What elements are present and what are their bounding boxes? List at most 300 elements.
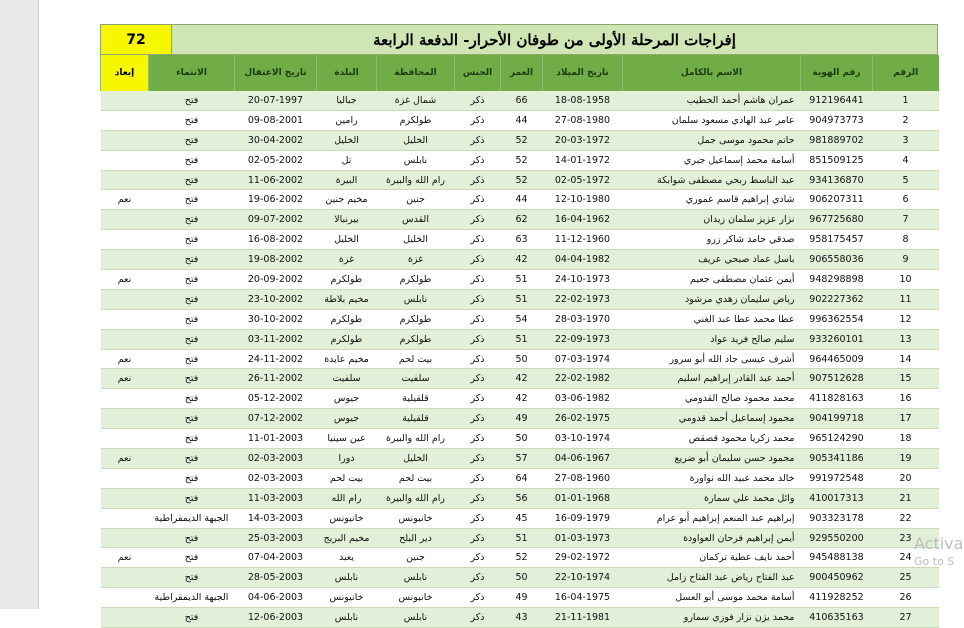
cell-affiliation[interactable]: فتح — [149, 309, 235, 329]
cell-governorate[interactable]: نابلس — [377, 608, 455, 628]
batch-count-cell[interactable]: 72 — [101, 25, 171, 54]
cell-arrest-date[interactable]: 23-10-2002 — [235, 289, 317, 309]
cell-gender[interactable]: ذكر — [455, 130, 501, 150]
cell-gender[interactable]: ذكر — [455, 349, 501, 369]
table-row[interactable] — [101, 250, 939, 270]
cell-age[interactable]: 44 — [501, 110, 543, 130]
cell-gender[interactable]: ذكر — [455, 289, 501, 309]
cell-full-name[interactable]: أيمن عثمان مصطفى جعيم — [623, 270, 801, 290]
cell-seq[interactable]: 23 — [873, 528, 939, 548]
table-row[interactable] — [101, 210, 939, 230]
cell-seq[interactable]: 24 — [873, 548, 939, 568]
cell-affiliation[interactable]: فتح — [149, 329, 235, 349]
cell-governorate[interactable]: سلفيت — [377, 369, 455, 389]
table-row[interactable] — [101, 91, 939, 110]
column-header-governorate[interactable]: المحافظة — [377, 55, 455, 91]
cell-full-name[interactable]: حاتم محمود موسى جمل — [623, 130, 801, 150]
cell-full-name[interactable]: محمد زكريا محمود قصقص — [623, 429, 801, 449]
cell-arrest-date[interactable]: 24-11-2002 — [235, 349, 317, 369]
cell-arrest-date[interactable]: 11-03-2003 — [235, 488, 317, 508]
cell-full-name[interactable]: عبد الباسط ربحي مصطفى شوابكة — [623, 170, 801, 190]
cell-governorate[interactable]: طولكرم — [377, 110, 455, 130]
cell-town[interactable]: طولكرم — [317, 329, 377, 349]
cell-governorate[interactable]: رام الله والبيرة — [377, 488, 455, 508]
cell-full-name[interactable]: أشرف عيسى جاد الله أبو سرور — [623, 349, 801, 369]
cell-birth-date[interactable]: 16-04-1975 — [543, 588, 623, 608]
cell-deportation[interactable] — [101, 468, 149, 488]
cell-full-name[interactable]: رياض سليمان زهدي مرشود — [623, 289, 801, 309]
cell-seq[interactable]: 14 — [873, 349, 939, 369]
table-row[interactable] — [101, 508, 939, 528]
cell-birth-date[interactable]: 03-06-1982 — [543, 389, 623, 409]
cell-id-number[interactable]: 965124290 — [801, 429, 873, 449]
sheet-title[interactable]: إفراجات المرحلة الأولى من طوفان الأحرار- الدفعة الرابعة — [171, 25, 937, 54]
column-header-age[interactable]: العمر — [501, 55, 543, 91]
cell-seq[interactable]: 22 — [873, 508, 939, 528]
cell-gender[interactable]: ذكر — [455, 468, 501, 488]
cell-governorate[interactable]: قلقيلية — [377, 389, 455, 409]
cell-arrest-date[interactable]: 28-05-2003 — [235, 568, 317, 588]
cell-governorate[interactable]: القدس — [377, 210, 455, 230]
cell-town[interactable]: مخيم البريج — [317, 528, 377, 548]
cell-birth-date[interactable]: 21-11-1981 — [543, 608, 623, 628]
cell-deportation[interactable] — [101, 289, 149, 309]
cell-id-number[interactable]: 981889702 — [801, 130, 873, 150]
cell-town[interactable]: عين سينيا — [317, 429, 377, 449]
cell-id-number[interactable]: 933260101 — [801, 329, 873, 349]
cell-town[interactable]: رام الله — [317, 488, 377, 508]
cell-arrest-date[interactable]: 26-11-2002 — [235, 369, 317, 389]
cell-affiliation[interactable]: الجبهة الديمقراطية — [149, 588, 235, 608]
cell-arrest-date[interactable]: 30-04-2002 — [235, 130, 317, 150]
cell-full-name[interactable]: خالد محمد عبيد الله نواورة — [623, 468, 801, 488]
cell-deportation[interactable] — [101, 329, 149, 349]
cell-age[interactable]: 52 — [501, 170, 543, 190]
cell-town[interactable]: سلفيت — [317, 369, 377, 389]
cell-gender[interactable]: ذكر — [455, 588, 501, 608]
table-row[interactable] — [101, 230, 939, 250]
cell-id-number[interactable]: 912196441 — [801, 91, 873, 110]
cell-birth-date[interactable]: 27-08-1980 — [543, 110, 623, 130]
table-row[interactable] — [101, 329, 939, 349]
cell-gender[interactable]: ذكر — [455, 429, 501, 449]
cell-full-name[interactable]: نزار عزيز سلمان زيدان — [623, 210, 801, 230]
cell-governorate[interactable]: طولكرم — [377, 329, 455, 349]
cell-full-name[interactable]: أسامة محمد موسى أبو العسل — [623, 588, 801, 608]
cell-arrest-date[interactable]: 09-08-2001 — [235, 110, 317, 130]
cell-governorate[interactable]: غزة — [377, 250, 455, 270]
cell-seq[interactable]: 15 — [873, 369, 939, 389]
cell-gender[interactable]: ذكر — [455, 210, 501, 230]
cell-age[interactable]: 51 — [501, 289, 543, 309]
cell-deportation[interactable] — [101, 250, 149, 270]
cell-seq[interactable]: 21 — [873, 488, 939, 508]
cell-gender[interactable]: ذكر — [455, 329, 501, 349]
cell-seq[interactable]: 6 — [873, 190, 939, 210]
cell-gender[interactable]: ذكر — [455, 409, 501, 429]
cell-seq[interactable]: 8 — [873, 230, 939, 250]
cell-deportation[interactable] — [101, 429, 149, 449]
cell-deportation[interactable] — [101, 130, 149, 150]
cell-governorate[interactable]: رام الله والبيرة — [377, 429, 455, 449]
cell-seq[interactable]: 16 — [873, 389, 939, 409]
cell-affiliation[interactable]: فتح — [149, 170, 235, 190]
cell-age[interactable]: 66 — [501, 91, 543, 110]
cell-gender[interactable]: ذكر — [455, 528, 501, 548]
cell-birth-date[interactable]: 16-04-1962 — [543, 210, 623, 230]
table-row[interactable] — [101, 389, 939, 409]
cell-governorate[interactable]: قلقيلية — [377, 409, 455, 429]
cell-arrest-date[interactable]: 02-03-2003 — [235, 468, 317, 488]
cell-affiliation[interactable]: فتح — [149, 568, 235, 588]
cell-affiliation[interactable]: فتح — [149, 250, 235, 270]
cell-deportation[interactable]: نعم — [101, 190, 149, 210]
cell-governorate[interactable]: دير البلح — [377, 528, 455, 548]
cell-gender[interactable]: ذكر — [455, 508, 501, 528]
cell-birth-date[interactable]: 24-10-1973 — [543, 270, 623, 290]
cell-gender[interactable]: ذكر — [455, 170, 501, 190]
cell-full-name[interactable]: محمد يزن نزار فوزي سمارو — [623, 608, 801, 628]
cell-id-number[interactable]: 945488138 — [801, 548, 873, 568]
cell-age[interactable]: 51 — [501, 528, 543, 548]
cell-town[interactable]: نابلس — [317, 568, 377, 588]
cell-seq[interactable]: 19 — [873, 449, 939, 469]
cell-birth-date[interactable]: 01-03-1973 — [543, 528, 623, 548]
cell-id-number[interactable]: 903323178 — [801, 508, 873, 528]
cell-id-number[interactable]: 900450962 — [801, 568, 873, 588]
cell-full-name[interactable]: وائل محمد علي سمارة — [623, 488, 801, 508]
cell-town[interactable]: طولكرم — [317, 270, 377, 290]
cell-governorate[interactable]: الخليل — [377, 130, 455, 150]
cell-seq[interactable]: 9 — [873, 250, 939, 270]
cell-affiliation[interactable]: فتح — [149, 468, 235, 488]
cell-seq[interactable]: 27 — [873, 608, 939, 628]
cell-deportation[interactable] — [101, 488, 149, 508]
column-header-arrest-date[interactable]: تاريخ الاعتقال — [235, 55, 317, 91]
cell-deportation[interactable] — [101, 110, 149, 130]
cell-town[interactable]: جباليا — [317, 91, 377, 110]
cell-affiliation[interactable]: فتح — [149, 270, 235, 290]
cell-governorate[interactable]: الخليل — [377, 230, 455, 250]
cell-full-name[interactable]: أسامة محمد إسماعيل جبري — [623, 150, 801, 170]
cell-birth-date[interactable]: 22-09-1973 — [543, 329, 623, 349]
cell-age[interactable]: 42 — [501, 250, 543, 270]
cell-gender[interactable]: ذكر — [455, 369, 501, 389]
cell-town[interactable]: البيرة — [317, 170, 377, 190]
cell-age[interactable]: 52 — [501, 130, 543, 150]
table-row[interactable] — [101, 429, 939, 449]
cell-id-number[interactable]: 996362554 — [801, 309, 873, 329]
cell-age[interactable]: 42 — [501, 369, 543, 389]
cell-deportation[interactable] — [101, 508, 149, 528]
cell-full-name[interactable]: إبراهيم عبد المنعم إبراهيم أبو عرام — [623, 508, 801, 528]
column-header-affiliation[interactable]: الانتماء — [149, 55, 235, 91]
cell-age[interactable]: 50 — [501, 568, 543, 588]
cell-deportation[interactable]: نعم — [101, 369, 149, 389]
cell-deportation[interactable] — [101, 528, 149, 548]
cell-seq[interactable]: 1 — [873, 91, 939, 110]
cell-affiliation[interactable]: فتح — [149, 449, 235, 469]
cell-full-name[interactable]: محمود إسماعيل أحمد قدومي — [623, 409, 801, 429]
cell-age[interactable]: 45 — [501, 508, 543, 528]
cell-age[interactable]: 51 — [501, 270, 543, 290]
cell-affiliation[interactable]: فتح — [149, 528, 235, 548]
cell-full-name[interactable]: أحمد عبد القادر إبراهيم اسليم — [623, 369, 801, 389]
cell-affiliation[interactable]: فتح — [149, 289, 235, 309]
cell-governorate[interactable]: بيت لحم — [377, 349, 455, 369]
cell-id-number[interactable]: 907512628 — [801, 369, 873, 389]
cell-birth-date[interactable]: 20-03-1972 — [543, 130, 623, 150]
cell-governorate[interactable]: جنين — [377, 548, 455, 568]
cell-arrest-date[interactable]: 25-03-2003 — [235, 528, 317, 548]
cell-affiliation[interactable]: فتح — [149, 150, 235, 170]
cell-affiliation[interactable]: فتح — [149, 389, 235, 409]
cell-governorate[interactable]: طولكرم — [377, 309, 455, 329]
cell-gender[interactable]: ذكر — [455, 488, 501, 508]
cell-seq[interactable]: 18 — [873, 429, 939, 449]
cell-birth-date[interactable]: 27-08-1960 — [543, 468, 623, 488]
cell-governorate[interactable]: شمال غزة — [377, 91, 455, 110]
cell-full-name[interactable]: عطا محمد عطا عبد الغني — [623, 309, 801, 329]
column-header-full-name[interactable]: الاسم بالكامل — [623, 55, 801, 91]
cell-gender[interactable]: ذكر — [455, 548, 501, 568]
cell-age[interactable]: 63 — [501, 230, 543, 250]
cell-deportation[interactable] — [101, 230, 149, 250]
cell-id-number[interactable]: 964465009 — [801, 349, 873, 369]
cell-affiliation[interactable]: فتح — [149, 130, 235, 150]
cell-arrest-date[interactable]: 12-06-2003 — [235, 608, 317, 628]
cell-town[interactable]: رامين — [317, 110, 377, 130]
cell-town[interactable]: مخيم عايدة — [317, 349, 377, 369]
cell-seq[interactable]: 3 — [873, 130, 939, 150]
cell-deportation[interactable]: نعم — [101, 270, 149, 290]
cell-id-number[interactable]: 991972548 — [801, 468, 873, 488]
table-row[interactable] — [101, 568, 939, 588]
cell-seq[interactable]: 12 — [873, 309, 939, 329]
cell-birth-date[interactable]: 29-02-1972 — [543, 548, 623, 568]
cell-affiliation[interactable]: فتح — [149, 488, 235, 508]
cell-deportation[interactable] — [101, 309, 149, 329]
cell-affiliation[interactable]: الجبهة الديمقراطية — [149, 508, 235, 528]
table-row[interactable] — [101, 289, 939, 309]
table-row[interactable] — [101, 608, 939, 628]
cell-town[interactable]: الخليل — [317, 230, 377, 250]
cell-arrest-date[interactable]: 09-07-2002 — [235, 210, 317, 230]
cell-gender[interactable]: ذكر — [455, 150, 501, 170]
cell-arrest-date[interactable]: 11-01-2003 — [235, 429, 317, 449]
column-header-gender[interactable]: الجنس — [455, 55, 501, 91]
cell-affiliation[interactable]: فتح — [149, 409, 235, 429]
cell-governorate[interactable]: نابلس — [377, 150, 455, 170]
cell-affiliation[interactable]: فتح — [149, 369, 235, 389]
cell-birth-date[interactable]: 28-03-1970 — [543, 309, 623, 329]
cell-full-name[interactable]: أحمد نايف عطية تركمان — [623, 548, 801, 568]
cell-full-name[interactable]: صدقي حامد شاكر زرو — [623, 230, 801, 250]
cell-governorate[interactable]: طولكرم — [377, 270, 455, 290]
cell-age[interactable]: 50 — [501, 349, 543, 369]
cell-seq[interactable]: 26 — [873, 588, 939, 608]
cell-governorate[interactable]: بيت لحم — [377, 468, 455, 488]
cell-gender[interactable]: ذكر — [455, 270, 501, 290]
cell-birth-date[interactable]: 22-02-1973 — [543, 289, 623, 309]
cell-seq[interactable]: 13 — [873, 329, 939, 349]
cell-id-number[interactable]: 851509125 — [801, 150, 873, 170]
table-row[interactable] — [101, 548, 939, 568]
cell-governorate[interactable]: نابلس — [377, 289, 455, 309]
table-row[interactable] — [101, 170, 939, 190]
cell-birth-date[interactable]: 04-04-1982 — [543, 250, 623, 270]
cell-governorate[interactable]: الخليل — [377, 449, 455, 469]
cell-arrest-date[interactable]: 07-04-2003 — [235, 548, 317, 568]
cell-id-number[interactable]: 934136870 — [801, 170, 873, 190]
cell-gender[interactable]: ذكر — [455, 389, 501, 409]
table-row[interactable] — [101, 588, 939, 608]
cell-birth-date[interactable]: 22-10-1974 — [543, 568, 623, 588]
table-row[interactable] — [101, 349, 939, 369]
cell-age[interactable]: 57 — [501, 449, 543, 469]
table-row[interactable] — [101, 150, 939, 170]
cell-affiliation[interactable]: فتح — [149, 190, 235, 210]
cell-age[interactable]: 44 — [501, 190, 543, 210]
cell-deportation[interactable] — [101, 568, 149, 588]
cell-birth-date[interactable]: 11-12-1960 — [543, 230, 623, 250]
cell-affiliation[interactable]: فتح — [149, 91, 235, 110]
cell-arrest-date[interactable]: 02-05-2002 — [235, 150, 317, 170]
cell-age[interactable]: 51 — [501, 329, 543, 349]
cell-birth-date[interactable]: 26-02-1975 — [543, 409, 623, 429]
table-row[interactable] — [101, 488, 939, 508]
cell-birth-date[interactable]: 01-01-1968 — [543, 488, 623, 508]
cell-town[interactable]: مخيم جنين — [317, 190, 377, 210]
cell-deportation[interactable]: نعم — [101, 449, 149, 469]
cell-affiliation[interactable]: فتح — [149, 349, 235, 369]
cell-arrest-date[interactable]: 07-12-2002 — [235, 409, 317, 429]
cell-seq[interactable]: 20 — [873, 468, 939, 488]
cell-age[interactable]: 64 — [501, 468, 543, 488]
cell-town[interactable]: تل — [317, 150, 377, 170]
cell-town[interactable]: بيت لحم — [317, 468, 377, 488]
cell-arrest-date[interactable]: 02-03-2003 — [235, 449, 317, 469]
cell-affiliation[interactable]: فتح — [149, 230, 235, 250]
cell-id-number[interactable]: 958175457 — [801, 230, 873, 250]
cell-id-number[interactable]: 904199718 — [801, 409, 873, 429]
cell-age[interactable]: 52 — [501, 150, 543, 170]
cell-id-number[interactable]: 411828163 — [801, 389, 873, 409]
cell-deportation[interactable] — [101, 150, 149, 170]
table-row[interactable] — [101, 449, 939, 469]
cell-full-name[interactable]: عمران هاشم أحمد الخطيب — [623, 91, 801, 110]
cell-arrest-date[interactable]: 04-06-2003 — [235, 588, 317, 608]
cell-age[interactable]: 49 — [501, 409, 543, 429]
cell-arrest-date[interactable]: 05-12-2002 — [235, 389, 317, 409]
cell-town[interactable]: نابلس — [317, 608, 377, 628]
cell-deportation[interactable] — [101, 389, 149, 409]
cell-affiliation[interactable]: فتح — [149, 548, 235, 568]
cell-gender[interactable]: ذكر — [455, 250, 501, 270]
column-header-deportation[interactable]: إبعاد — [101, 55, 149, 91]
cell-birth-date[interactable]: 03-10-1974 — [543, 429, 623, 449]
cell-birth-date[interactable]: 02-05-1972 — [543, 170, 623, 190]
cell-seq[interactable]: 7 — [873, 210, 939, 230]
cell-deportation[interactable]: نعم — [101, 349, 149, 369]
cell-arrest-date[interactable]: 11-06-2002 — [235, 170, 317, 190]
cell-gender[interactable]: ذكر — [455, 309, 501, 329]
cell-age[interactable]: 49 — [501, 588, 543, 608]
cell-age[interactable]: 50 — [501, 429, 543, 449]
table-row[interactable] — [101, 130, 939, 150]
cell-seq[interactable]: 25 — [873, 568, 939, 588]
cell-age[interactable]: 54 — [501, 309, 543, 329]
cell-town[interactable]: دورا — [317, 449, 377, 469]
table-row[interactable] — [101, 110, 939, 130]
cell-arrest-date[interactable]: 03-11-2002 — [235, 329, 317, 349]
cell-id-number[interactable]: 906207311 — [801, 190, 873, 210]
cell-deportation[interactable] — [101, 170, 149, 190]
cell-gender[interactable]: ذكر — [455, 190, 501, 210]
cell-age[interactable]: 56 — [501, 488, 543, 508]
cell-governorate[interactable]: خانيونس — [377, 508, 455, 528]
cell-id-number[interactable]: 902227362 — [801, 289, 873, 309]
table-row[interactable] — [101, 369, 939, 389]
cell-birth-date[interactable]: 16-09-1979 — [543, 508, 623, 528]
cell-birth-date[interactable]: 04-06-1967 — [543, 449, 623, 469]
cell-seq[interactable]: 5 — [873, 170, 939, 190]
cell-id-number[interactable]: 410635163 — [801, 608, 873, 628]
cell-full-name[interactable]: باسل عماد صبحي عريف — [623, 250, 801, 270]
cell-seq[interactable]: 4 — [873, 150, 939, 170]
cell-birth-date[interactable]: 18-08-1958 — [543, 91, 623, 110]
cell-id-number[interactable]: 948298898 — [801, 270, 873, 290]
cell-town[interactable]: غزة — [317, 250, 377, 270]
cell-full-name[interactable]: شادي إبراهيم قاسم عموري — [623, 190, 801, 210]
cell-age[interactable]: 62 — [501, 210, 543, 230]
cell-town[interactable]: خانيونس — [317, 508, 377, 528]
cell-governorate[interactable]: خانيونس — [377, 588, 455, 608]
cell-arrest-date[interactable]: 19-06-2002 — [235, 190, 317, 210]
cell-arrest-date[interactable]: 14-03-2003 — [235, 508, 317, 528]
cell-gender[interactable]: ذكر — [455, 568, 501, 588]
cell-town[interactable]: بيرنبالا — [317, 210, 377, 230]
cell-seq[interactable]: 2 — [873, 110, 939, 130]
cell-gender[interactable]: ذكر — [455, 91, 501, 110]
cell-full-name[interactable]: عبد الفتاح رياض عبد الفتاح زامل — [623, 568, 801, 588]
cell-full-name[interactable]: محمد محمود صالح القدومي — [623, 389, 801, 409]
cell-age[interactable]: 42 — [501, 389, 543, 409]
cell-affiliation[interactable]: فتح — [149, 608, 235, 628]
cell-id-number[interactable]: 411928252 — [801, 588, 873, 608]
cell-id-number[interactable]: 929550200 — [801, 528, 873, 548]
cell-id-number[interactable]: 905341186 — [801, 449, 873, 469]
cell-id-number[interactable]: 967725680 — [801, 210, 873, 230]
cell-seq[interactable]: 11 — [873, 289, 939, 309]
cell-seq[interactable]: 17 — [873, 409, 939, 429]
table-row[interactable] — [101, 309, 939, 329]
cell-gender[interactable]: ذكر — [455, 449, 501, 469]
cell-town[interactable]: الخليل — [317, 130, 377, 150]
cell-age[interactable]: 43 — [501, 608, 543, 628]
cell-id-number[interactable]: 410017313 — [801, 488, 873, 508]
cell-town[interactable]: جيوس — [317, 409, 377, 429]
cell-deportation[interactable] — [101, 409, 149, 429]
cell-governorate[interactable]: نابلس — [377, 568, 455, 588]
cell-birth-date[interactable]: 14-01-1972 — [543, 150, 623, 170]
cell-arrest-date[interactable]: 19-08-2002 — [235, 250, 317, 270]
cell-deportation[interactable] — [101, 91, 149, 110]
cell-gender[interactable]: ذكر — [455, 230, 501, 250]
cell-full-name[interactable]: محمود حسن سليمان أبو ضريع — [623, 449, 801, 469]
column-header-town[interactable]: البلدة — [317, 55, 377, 91]
cell-town[interactable]: مخيم بلاطة — [317, 289, 377, 309]
